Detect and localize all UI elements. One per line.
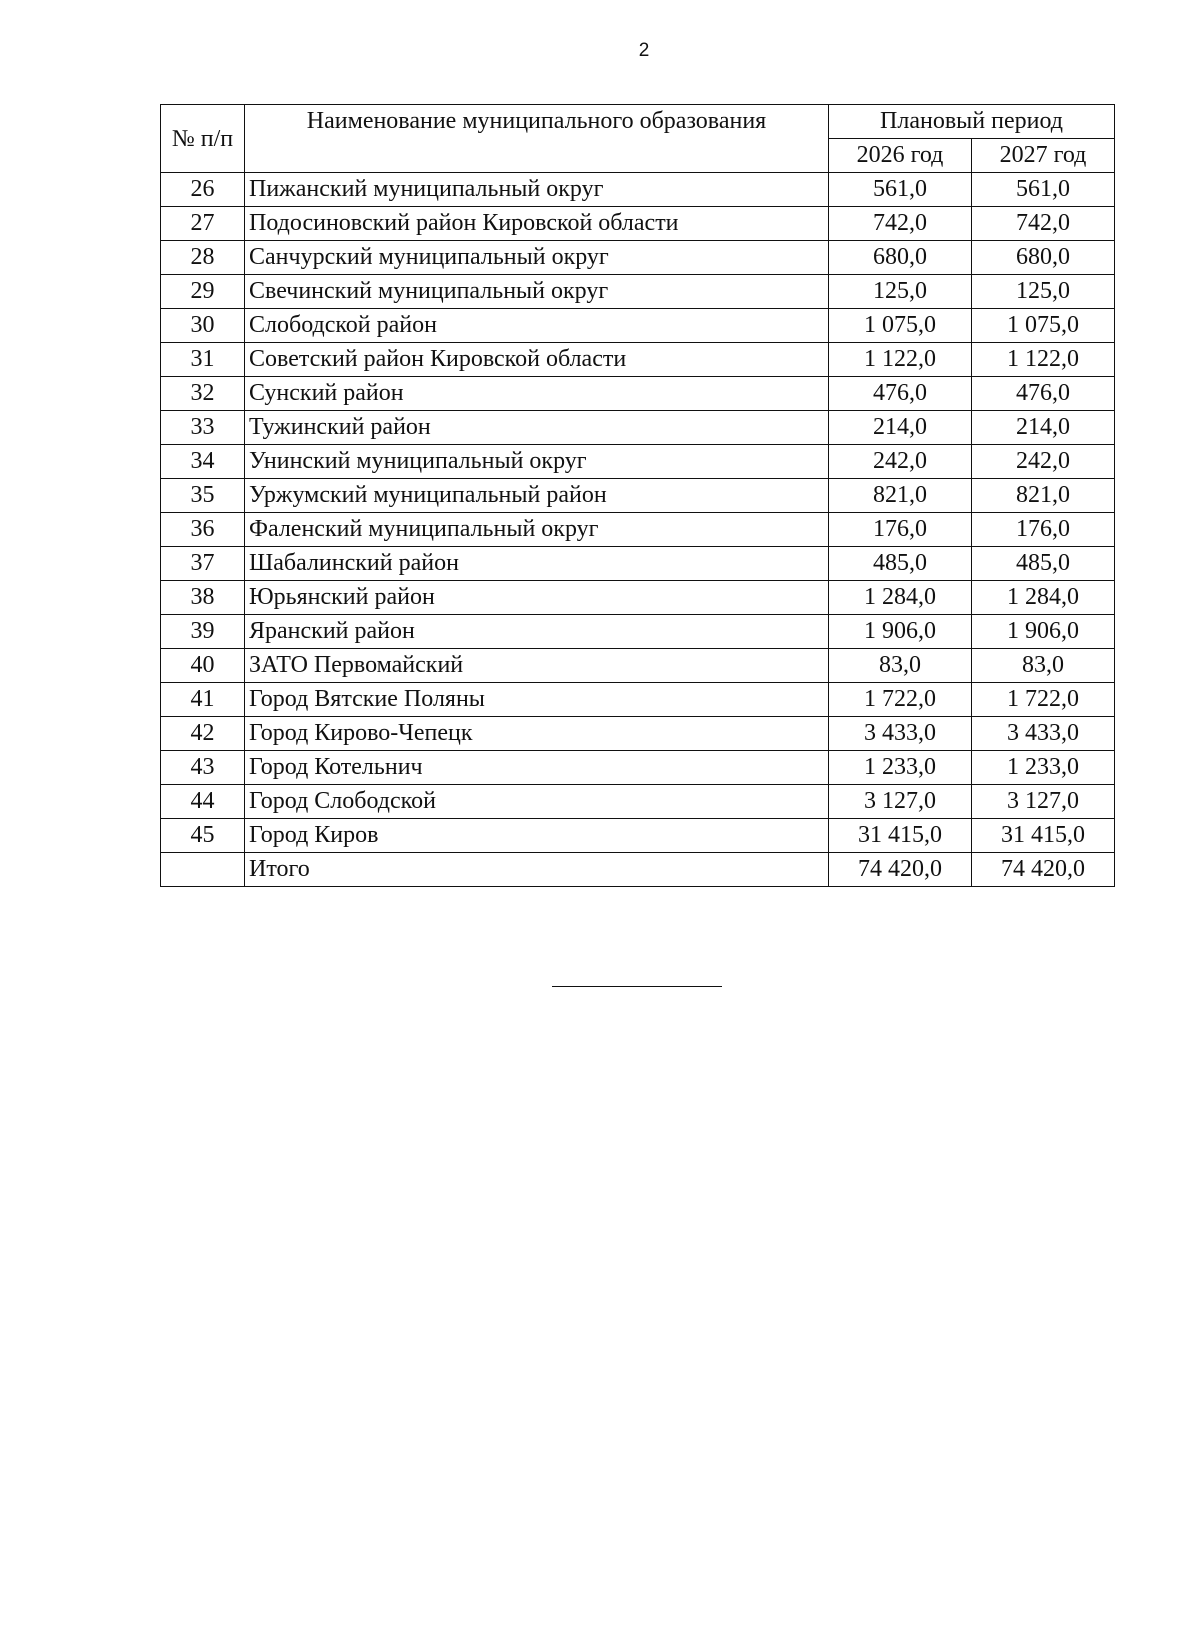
- cell-name: Советский район Кировской области: [245, 343, 829, 377]
- cell-2027: 485,0: [972, 547, 1115, 581]
- cell-num: 35: [161, 479, 245, 513]
- cell-2027: 561,0: [972, 173, 1115, 207]
- cell-num: 43: [161, 751, 245, 785]
- table-row-total: [161, 853, 1115, 887]
- cell-num: 30: [161, 309, 245, 343]
- budget-table: [160, 104, 1115, 887]
- cell-num: 33: [161, 411, 245, 445]
- cell-num: 41: [161, 683, 245, 717]
- cell-name: Санчурский муниципальный округ: [245, 241, 829, 275]
- cell-num: 37: [161, 547, 245, 581]
- table-row: [161, 241, 1115, 275]
- table-row: [161, 615, 1115, 649]
- header-period-label: Плановый период: [880, 108, 1063, 134]
- cell-2027: 1 722,0: [972, 683, 1115, 717]
- header-name: [245, 105, 829, 173]
- table-row: [161, 343, 1115, 377]
- cell-2027: 1 906,0: [972, 615, 1115, 649]
- cell-num: 34: [161, 445, 245, 479]
- header-year-2026: [829, 139, 972, 173]
- header-year-2027-label: 2027 год: [999, 142, 1087, 168]
- table-row: [161, 411, 1115, 445]
- table-row: [161, 785, 1115, 819]
- cell-name: Город Котельнич: [245, 751, 829, 785]
- cell-2027: 214,0: [972, 411, 1115, 445]
- cell-num: [161, 853, 245, 887]
- table-header: [161, 105, 1115, 173]
- cell-2026: 214,0: [829, 411, 972, 445]
- header-year-2027: [972, 139, 1115, 173]
- table-row: [161, 275, 1115, 309]
- table-body: [161, 173, 1115, 887]
- cell-num: 28: [161, 241, 245, 275]
- cell-num: 40: [161, 649, 245, 683]
- cell-num: 38: [161, 581, 245, 615]
- cell-num: 36: [161, 513, 245, 547]
- table-row: [161, 751, 1115, 785]
- cell-num: 44: [161, 785, 245, 819]
- cell-2027: 1 075,0: [972, 309, 1115, 343]
- separator-line: [552, 986, 722, 987]
- cell-name: Итого: [245, 853, 829, 887]
- cell-2027: 176,0: [972, 513, 1115, 547]
- table-row: [161, 513, 1115, 547]
- cell-num: 27: [161, 207, 245, 241]
- table-row: [161, 377, 1115, 411]
- cell-2026: 1 233,0: [829, 751, 972, 785]
- page-number: 2: [638, 40, 650, 61]
- cell-2027: 1 284,0: [972, 581, 1115, 615]
- cell-name: Подосиновский район Кировской области: [245, 207, 829, 241]
- cell-num: 32: [161, 377, 245, 411]
- cell-2026: 74 420,0: [829, 853, 972, 887]
- cell-2026: 680,0: [829, 241, 972, 275]
- cell-2027: 821,0: [972, 479, 1115, 513]
- cell-name: Юрьянский район: [245, 581, 829, 615]
- cell-name: Унинский муниципальный округ: [245, 445, 829, 479]
- cell-2026: 485,0: [829, 547, 972, 581]
- table-row: [161, 581, 1115, 615]
- cell-name: Слободской район: [245, 309, 829, 343]
- table-row: [161, 479, 1115, 513]
- cell-2027: 3 127,0: [972, 785, 1115, 819]
- cell-2027: 242,0: [972, 445, 1115, 479]
- cell-2026: 31 415,0: [829, 819, 972, 853]
- cell-2026: 742,0: [829, 207, 972, 241]
- cell-name: Яранский район: [245, 615, 829, 649]
- cell-2026: 1 122,0: [829, 343, 972, 377]
- table-row: [161, 819, 1115, 853]
- cell-num: 45: [161, 819, 245, 853]
- cell-name: Сунский район: [245, 377, 829, 411]
- cell-name: Шабалинский район: [245, 547, 829, 581]
- header-period: [829, 105, 1115, 139]
- table-row: [161, 717, 1115, 751]
- cell-2026: 1 284,0: [829, 581, 972, 615]
- cell-2026: 1 075,0: [829, 309, 972, 343]
- header-num: [161, 105, 245, 173]
- cell-name: ЗАТО Первомайский: [245, 649, 829, 683]
- table-row: [161, 207, 1115, 241]
- cell-2026: 3 127,0: [829, 785, 972, 819]
- cell-name: Пижанский муниципальный округ: [245, 173, 829, 207]
- cell-2026: 821,0: [829, 479, 972, 513]
- cell-2027: 3 433,0: [972, 717, 1115, 751]
- cell-2026: 561,0: [829, 173, 972, 207]
- cell-num: 26: [161, 173, 245, 207]
- cell-name: Город Кирово-Чепецк: [245, 717, 829, 751]
- cell-2026: 83,0: [829, 649, 972, 683]
- table-row: [161, 309, 1115, 343]
- cell-name: Город Вятские Поляны: [245, 683, 829, 717]
- table-row: [161, 547, 1115, 581]
- cell-num: 29: [161, 275, 245, 309]
- cell-2026: 1 906,0: [829, 615, 972, 649]
- table-row: [161, 445, 1115, 479]
- header-year-2026-label: 2026 год: [856, 142, 944, 168]
- cell-name: Город Киров: [245, 819, 829, 853]
- cell-2027: 680,0: [972, 241, 1115, 275]
- cell-name: Тужинский район: [245, 411, 829, 445]
- cell-2026: 125,0: [829, 275, 972, 309]
- cell-2027: 476,0: [972, 377, 1115, 411]
- cell-name: Город Слободской: [245, 785, 829, 819]
- cell-num: 42: [161, 717, 245, 751]
- cell-name: Свечинский муниципальный округ: [245, 275, 829, 309]
- cell-num: 39: [161, 615, 245, 649]
- cell-2026: 242,0: [829, 445, 972, 479]
- cell-name: Фаленский муниципальный округ: [245, 513, 829, 547]
- cell-2026: 176,0: [829, 513, 972, 547]
- cell-2026: 476,0: [829, 377, 972, 411]
- cell-2026: 1 722,0: [829, 683, 972, 717]
- cell-2027: 74 420,0: [972, 853, 1115, 887]
- cell-2027: 1 233,0: [972, 751, 1115, 785]
- table-row: [161, 649, 1115, 683]
- table-row: [161, 683, 1115, 717]
- cell-2027: 31 415,0: [972, 819, 1115, 853]
- cell-2027: 742,0: [972, 207, 1115, 241]
- table-row: [161, 173, 1115, 207]
- cell-2027: 83,0: [972, 649, 1115, 683]
- cell-2026: 3 433,0: [829, 717, 972, 751]
- cell-num: 31: [161, 343, 245, 377]
- cell-2027: 1 122,0: [972, 343, 1115, 377]
- cell-name: Уржумский муниципальный район: [245, 479, 829, 513]
- cell-2027: 125,0: [972, 275, 1115, 309]
- header-num-label: № п/п: [171, 125, 234, 152]
- header-name-label: Наименование муниципального образования: [306, 108, 767, 134]
